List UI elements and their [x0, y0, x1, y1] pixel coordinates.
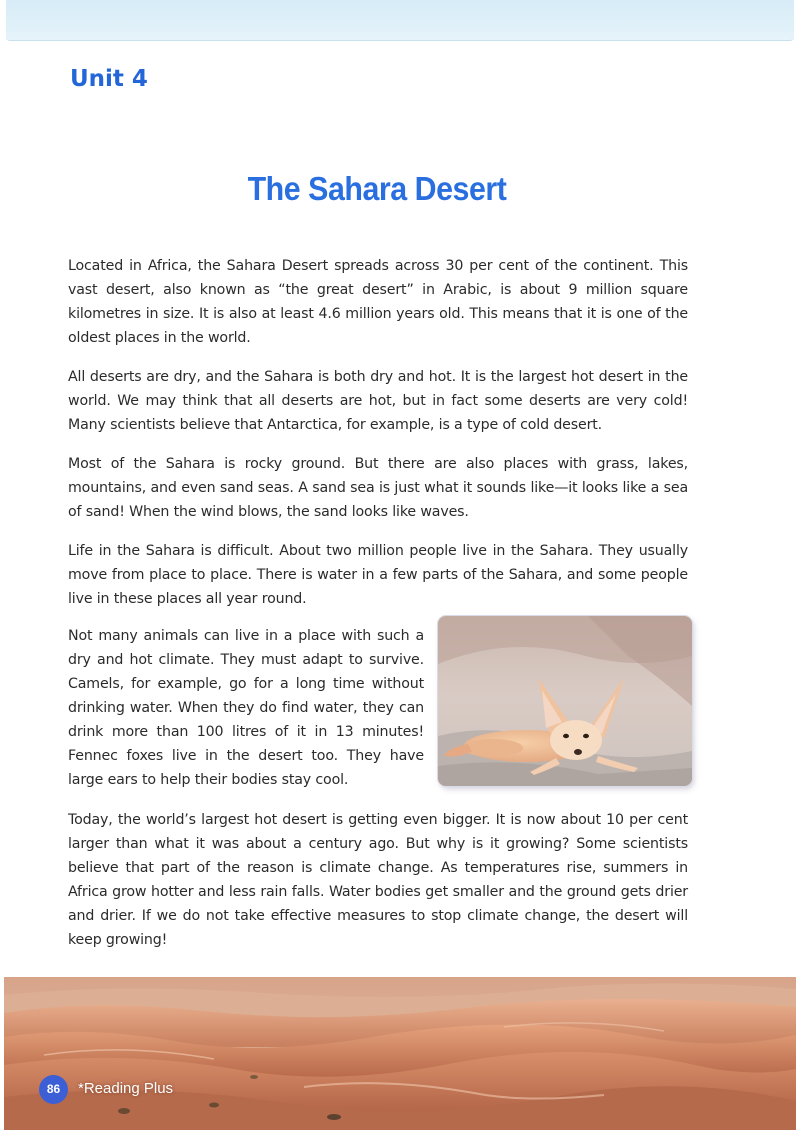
sand-dunes-photo: [4, 977, 796, 1130]
paragraph-3: Most of the Sahara is rocky ground. But there are also places with grass, lakes, mountains, and even sand seas. A sand sea is just what it sounds like—it looks like a sea of sand! When the wind blows, the sand looks like waves.: [68, 456, 688, 520]
series-label: *Reading Plus: [78, 1080, 174, 1097]
fennec-fox-photo: [438, 616, 692, 786]
header-band: [6, 0, 794, 41]
paragraph-4: Life in the Sahara is difficult. About two million people live in the Sahara. They usually move from place to place. There is water in a few parts of the Sahara, and some people live in these places all year round.: [68, 543, 688, 607]
paragraph-5: Not many animals can live in a place with such a dry and hot climate. They must adapt to survive. Camels, for example, go for a long time without drinking water. When they do find water, they can drink more than 100 litres of it in 13 minutes! Fennec foxes live in the desert too. They have large ears to help their bodies stay cool.: [68, 628, 424, 788]
page-number-badge: 86: [39, 1075, 68, 1104]
paragraph-2: All deserts are dry, and the Sahara is both dry and hot. It is the largest hot desert in the world. We may think that all deserts are hot, but in fact some deserts are very cold! Many scientists believe that Antarctica, for example, is a type of cold desert.: [68, 369, 688, 433]
paragraph-6: Today, the world’s largest hot desert is getting even bigger. It is now about 10 per cent larger than what it was about a century ago. But why is it growing? Some scientists believe that part of the reason is climate change. As temperatures rise, summers in Africa grow hotter and less rain falls. Water bodies get smaller and the ground gets drier and drier. If we do not take effective measures to stop climate change, the desert will keep growing!: [68, 812, 688, 948]
paragraph-1: Located in Africa, the Sahara Desert spreads across 30 per cent of the continent. This vast desert, also known as “the great desert” in Arabic, is about 9 million square kilometres in size. It is also at least 4.6 million years old. This means that it is one of the oldest places in the world.: [68, 258, 688, 346]
unit-label: Unit 4: [70, 66, 148, 92]
page-title: The Sahara Desert: [247, 170, 507, 207]
